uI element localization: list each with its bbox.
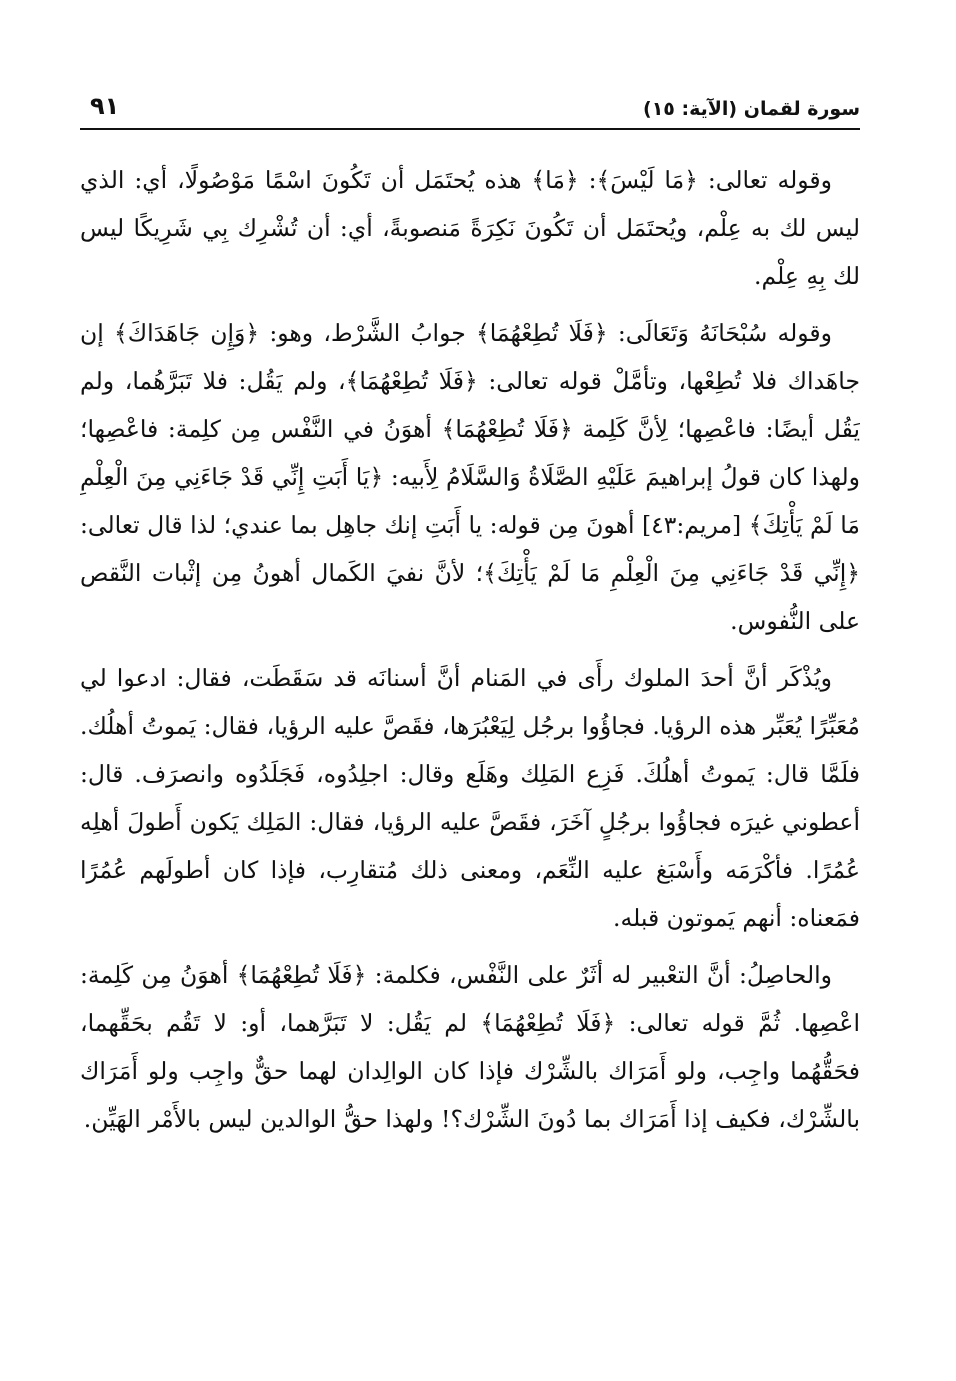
header-rule <box>80 128 860 130</box>
body-text <box>80 156 860 1143</box>
paragraph-4: والحاصِلُ: أنَّ التعْبير له أثَرٌ على النَّفْس، فكلمة: ﴿فَلَا تُطِعْهُمَا﴾ أهوَنُ مِن كَلِمة: اعْصِها. ثُمَّ قوله تعالى: ﴿فَلَا تُطِعْهُمَا﴾ لم يَقُل: لا تَبَرَّهما، أو: لا تَقُم بحَقِّهما، فحَقُّهُما واجِب، ولو أَمَرَاك بالشِّرْك فإذا كان الوالِدان لهما حقٌّ واجِب ولو أَمَرَاك بالشِّرْك، فكيف إذا أَمَرَاك بما دُونَ الشِّرْك؟! ولهذا حقُّ الوالدين ليس بالأَمْر الهَيِّن. <box>80 961 860 1133</box>
chapter-title: سورة لقمان (الآية: ١٥) <box>643 98 860 120</box>
running-header <box>80 90 860 126</box>
page-number: ٩١ <box>90 92 120 120</box>
paragraph-3: ويُذْكَر أنَّ أحدَ الملوك رأَى في المَنام أنَّ أسنانَه قد سَقَطَت، فقال: ادعوا لي مُعَبِّرًا يُعَبِّر هذه الرؤيا. فجاؤُوا برجُل لِيَعْبُرَها، فقَصَّ عليه الرؤيا، فقال: يَموتُ أهلُك. فلَمَّا قال: يَموتُ أهلُكَ. فَزِع المَلِك وهَلَع وقال: اجلِدُوه، فَجَلَدُوه وانصرَف. قال: أعطوني غيرَه فجاؤُوا برجُلٍ آخَرَ، فقَصَّ عليه الرؤيا، فقال: المَلِك يَكون أَطولَ أهلِه عُمُرًا. فأكْرَمَه وأَسْبَغ عليه النِّعَم، ومعنى ذلك مُتقارِب، فإذا كان أطولَهم عُمُرًا فمَعناه: أنهم يَموتون قبله. <box>80 664 860 932</box>
paragraph-1: وقوله تعالى: ﴿مَا لَيْسَ﴾: ﴿مَا﴾ هذه يُحتَمَل أن تَكُونَ اسْمًا مَوْصُولًا، أي: الذي ليس لك به عِلْم، ويُحتَمَل أن تَكُونَ نَكِرَةً مَنصوبةً، أي: أن تُشْرِك بِي شَرِيكًا ليس لك بِهِ عِلْم. <box>80 166 860 290</box>
paragraph-2: وقوله سُبْحَانَهُ وَتَعَالَى: ﴿فَلَا تُطِعْهُمَا﴾ جوابُ الشَّرْط، وهو: ﴿وَإِن جَاهَدَاكَ﴾ إن جاهَداك فلا تُطِعْها، وتأمَّلْ قوله تعالى: ﴿فَلَا تُطِعْهُمَا﴾، ولم يَقُل: فلا تَبَرَّهُما، ولم يَقُل أيضًا: فاعْصِها؛ لِأنَّ كَلِمة ﴿فَلَا تُطِعْهُمَا﴾ أهوَنُ في النَّفْس مِن كلِمة: فاعْصِها؛ ولهذا كان قولُ إبراهيمَ عَلَيْهِ الصَّلَاةُ وَالسَّلَامُ لِأَبيه: ﴿يَا أَبَتِ إِنِّي قَدْ جَاءَنِي مِنَ الْعِلْمِ مَا لَمْ يَأْتِكَ﴾ [مريم:٤٣] أهونَ مِن قوله: يا أَبَتِ إنك جاهِل بما عندي؛ لذا قال تعالى: ﴿إِنِّي قَدْ جَاءَنِي مِنَ الْعِلْمِ مَا لَمْ يَأْتِكَ﴾؛ لأنَّ نفيَ الكَمال أهونُ مِن إثْبات النَّقص على النُّفوس. <box>80 319 860 635</box>
book-page <box>80 90 860 1330</box>
